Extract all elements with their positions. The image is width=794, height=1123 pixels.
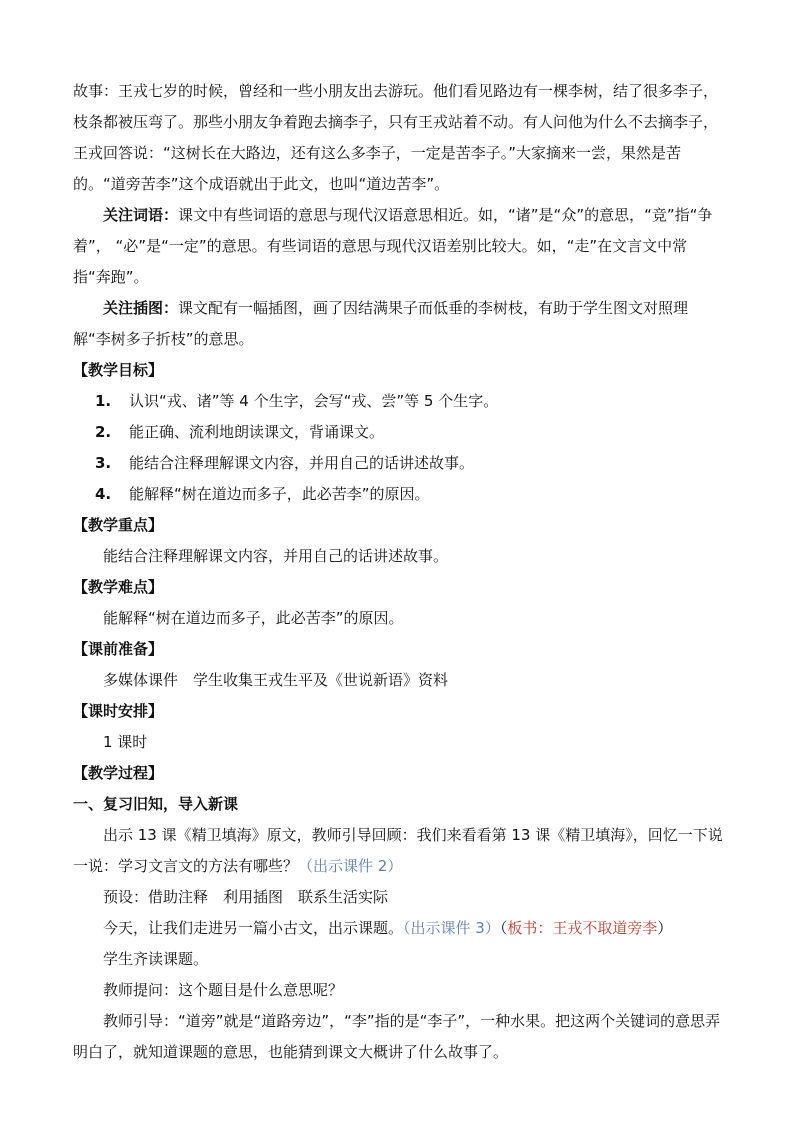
board-close-bracket: ） — [657, 919, 673, 937]
courseware-note: （出示课件 3） — [403, 919, 500, 937]
board-label: 板书： — [507, 919, 553, 937]
process-p1-text: 出示 13 课《精卫填海》原文，教师引导回顾：我们来看看第 13 课《精卫填海》，回忆一下说一说：学习文言文的方法有哪些？ — [73, 826, 723, 875]
focus-illustration-label: 关注插图： — [103, 299, 179, 317]
goal-item — [73, 386, 723, 417]
process-heading: 【教学过程】 — [73, 764, 164, 782]
goal-number: 4. — [95, 485, 112, 503]
difficulties-text: 能解释“树在道边而多子，此必苦李”的原因。 — [103, 609, 404, 627]
process-p3-text: 今天，让我们走进另一篇小古文，出示课题。 — [103, 919, 404, 937]
goal-number: 1. — [95, 392, 112, 410]
process-paragraph-6: 教师引导：“道旁”就是“道路旁边”，“李”指的是“李子”，一种水果。把这两个关键词的意思弄明白了，就知道课题的意思，也能猜到课文大概讲了什么故事了。 — [73, 1012, 721, 1061]
focus-illustration-paragraph — [73, 293, 723, 355]
focus-words-text: 课文中有些词语的意思与现代汉语意思相近。如，“诸”是“众”的意思，“竞”指“争着”， “必”是“一定”的意思。有些词语的意思与现代汉语差别比较大。如，“走”在文言文中常指“奔跑”。 — [73, 206, 713, 286]
schedule-text: 1 课时 — [103, 733, 148, 751]
process-paragraph-2: 预设：借助注释 利用插图 联系生活实际 — [103, 888, 389, 906]
key-points-heading: 【教学重点】 — [73, 516, 164, 534]
process-paragraph-1 — [73, 820, 723, 882]
difficulties-heading: 【教学难点】 — [73, 578, 164, 596]
focus-illustration-text: 课文配有一幅插图，画了因结满果子而低垂的李树枝，有助于学生图文对照理解“李树多子折枝”的意思。 — [73, 299, 689, 348]
board-open-bracket: （ — [499, 919, 508, 937]
process-paragraph-3 — [73, 913, 723, 944]
goal-item — [73, 448, 723, 479]
process-section-1-title: 一、复习旧知，导入新课 — [73, 795, 239, 813]
courseware-note: （出示课件 2） — [298, 857, 403, 875]
goal-item — [73, 417, 723, 448]
board-text: 王戎不取道旁李 — [552, 919, 658, 937]
preparation-text: 多媒体课件 学生收集王戎生平及《世说新语》资料 — [103, 671, 449, 689]
goal-text: 认识“戎、诸”等 4 个生字，会写“戎、尝”等 5 个生字。 — [129, 392, 499, 410]
process-paragraph-4: 学生齐读课题。 — [103, 950, 209, 968]
goals-heading: 【教学目标】 — [73, 361, 164, 379]
schedule-heading: 【课时安排】 — [73, 702, 164, 720]
goal-number: 2. — [95, 423, 112, 441]
preparation-heading: 【课前准备】 — [73, 640, 164, 658]
goal-text: 能正确、流利地朗读课文，背诵课文。 — [129, 423, 385, 441]
key-points-text: 能结合注释理解课文内容，并用自己的话讲述故事。 — [103, 547, 449, 565]
goal-text: 能结合注释理解课文内容，并用自己的话讲述故事。 — [129, 454, 475, 472]
focus-words-label: 关注词语： — [103, 206, 179, 224]
focus-words-paragraph — [73, 200, 723, 293]
goal-number: 3. — [95, 454, 112, 472]
story-paragraph: 故事：王戎七岁的时候，曾经和一些小朋友出去游玩。他们看见路边有一棵李树，结了很多李子，枝条都被压弯了。那些小朋友争着跑去摘李子，只有王戎站着不动。有人问他为什么不去摘李子，王戎回答说：“这树长在大路边，还有这么多李子，一定是苦李子。”大家摘来一尝，果然是苦的。“道旁苦李”这个成语就出于此文，也叫“道边苦李”。 — [73, 82, 719, 193]
goal-text: 能解释“树在道边而多子，此必苦李”的原因。 — [129, 485, 430, 503]
process-paragraph-5: 教师提问：这个题目是什么意思呢？ — [103, 981, 344, 999]
document-body — [73, 76, 723, 1068]
goal-item — [73, 479, 723, 510]
